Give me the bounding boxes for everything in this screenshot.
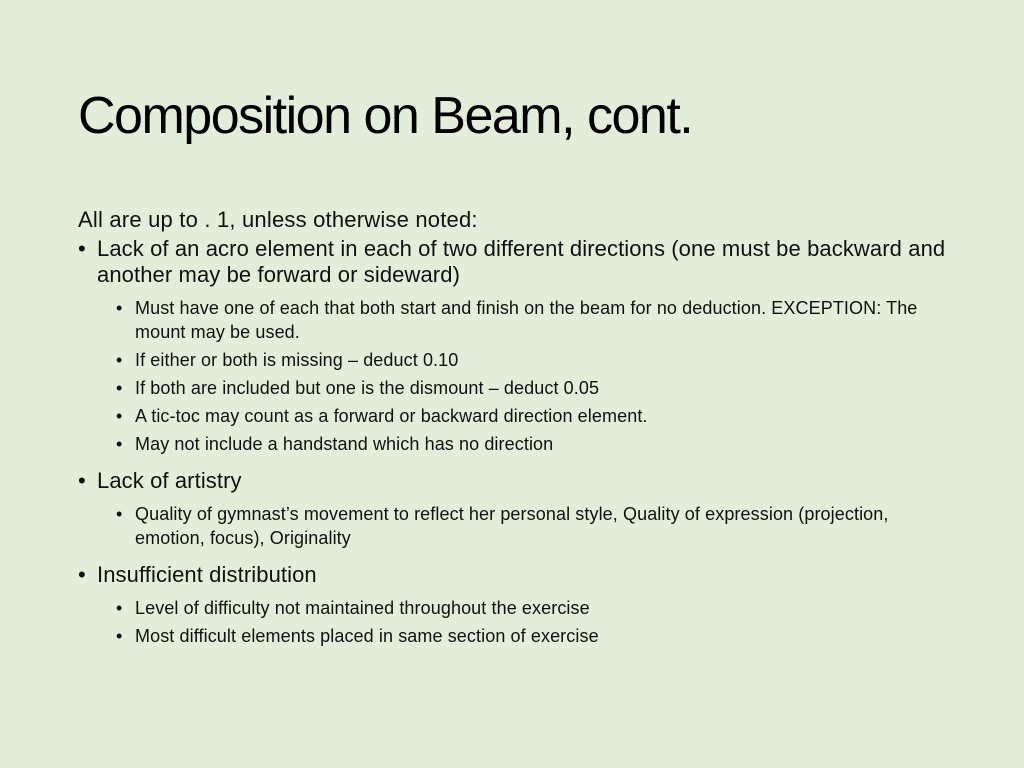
sub-bullet	[116, 502, 958, 550]
bullet-glyph: •	[78, 468, 86, 493]
bullet-glyph: •	[116, 434, 123, 454]
sub-bullet-text: May not include a handstand which has no direction	[135, 434, 554, 454]
bullet-label: Insufficient distribution	[97, 562, 317, 587]
sub-bullet-text: Level of difficulty not maintained throughout the exercise	[135, 598, 590, 618]
slide-body	[78, 204, 958, 652]
bullet-glyph: •	[116, 350, 123, 370]
bullet-glyph: •	[116, 406, 123, 426]
bullet-glyph: •	[116, 298, 123, 318]
sub-bullet-text: A tic-toc may count as a forward or backward direction element.	[135, 406, 648, 426]
bullet-glyph: •	[116, 598, 123, 618]
bullet-glyph: •	[78, 236, 86, 261]
sub-bullet-text: If both are included but one is the dismount – deduct 0.05	[135, 378, 600, 398]
bullet-label: Lack of an acro element in each of two different directions (one must be backward and another may be forward or sideward)	[97, 236, 946, 287]
sub-bullet	[116, 404, 958, 428]
intro-text: All are up to . 1, unless otherwise noted:	[78, 207, 478, 232]
bullet-artistry	[78, 468, 958, 494]
bullet-acro-directions	[78, 236, 958, 288]
sub-bullet	[116, 596, 958, 620]
sub-list-acro-directions	[116, 296, 958, 456]
bullet-glyph: •	[78, 562, 86, 587]
sub-bullet	[116, 624, 958, 648]
sub-bullet-text: Most difficult elements placed in same section of exercise	[135, 626, 599, 646]
sub-bullet-text: Quality of gymnast’s movement to reflect her personal style, Quality of expression (projection, emotion, focus), Originality	[135, 504, 889, 548]
sub-bullet	[116, 296, 958, 344]
sub-bullet	[116, 432, 958, 456]
sub-list-artistry	[116, 502, 958, 550]
slide-title: Composition on Beam, cont.	[78, 87, 693, 145]
bullet-distribution	[78, 562, 958, 588]
sub-bullet-text: Must have one of each that both start and finish on the beam for no deduction. EXCEPTION: The mount may be used.	[135, 298, 918, 342]
sub-bullet-text: If either or both is missing – deduct 0.10	[135, 350, 459, 370]
sub-bullet	[116, 348, 958, 372]
bullet-label: Lack of artistry	[97, 468, 242, 493]
bullet-glyph: •	[116, 378, 123, 398]
bullet-glyph: •	[116, 626, 123, 646]
sub-list-distribution	[116, 596, 958, 648]
sub-bullet	[116, 376, 958, 400]
bullet-glyph: •	[116, 504, 123, 524]
